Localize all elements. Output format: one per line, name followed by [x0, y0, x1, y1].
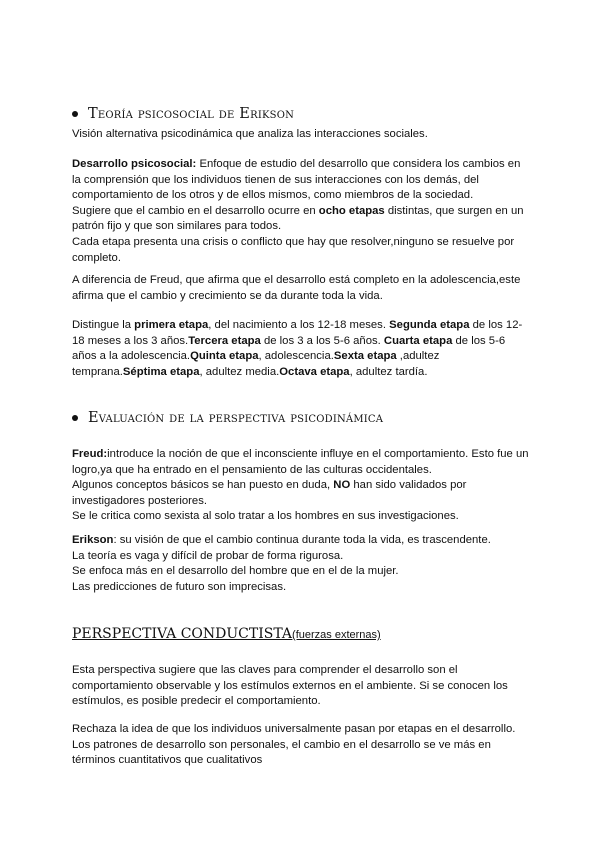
paragraph-freud-eval: Freud:introduce la noción de que el inconsciente influye en el comportamiento. Esto fue un logro,ya que ha entrado en el pensamiento de las culturas occidentales. Algunos conceptos básicos se han puesto en duda, NO han sido validados por investigadores posteriores. Se le critica como sexista al solo tratar a los hombres en sus investigaciones. — [72, 448, 529, 523]
paragraph-intro: Visión alternativa psicodinámica que analiza las interacciones sociales. — [72, 128, 428, 140]
paragraph-conductista-1: Esta perspectiva sugiere que las claves para comprender el desarrollo son el comportamiento observable y los estímulos externos en el ambiente. Si se conocen los estímulos, es posible predecir el comportamiento. — [72, 664, 508, 708]
paragraph-erikson-eval: Erikson: su visión de que el cambio continua durante toda la vida, es trascendente. La teoría es vaga y difícil de probar de forma rigurosa. Se enfoca más en el desarrollo del hombre que en el de la mujer. Las predicciones de futuro son imprecisas. — [72, 534, 491, 593]
paragraph-stages: Distingue la primera etapa, del nacimiento a los 12-18 meses. Segunda etapa de los 12-18 meses a los 3 años.Tercera etapa de los 3 a los 5-6 años. Cuarta etapa de los 5-6 años a la adolescencia.Quinta etapa, adolescencia.Sexta etapa ,adultez temprana.Séptima etapa, adultez media.Octava etapa, adultez tardía. — [72, 319, 523, 378]
heading-conductista: PERSPECTIVA CONDUCTISTA(fuerzas externas) — [72, 626, 381, 642]
paragraph-freud-compare: A diferencia de Freud, que afirma que el desarrollo está completo en la adolescencia,este afirma que el cambio y crecimiento se da durante toda la vida. — [72, 274, 521, 302]
heading-erikson: Teoría psicosocial de Erikson — [88, 106, 294, 122]
bullet-icon — [72, 415, 78, 421]
paragraph-conductista-2: Rechaza la idea de que los individuos universalmente pasan por etapas en el desarrollo. Los patrones de desarrollo son personales, el cambio en el desarrollo se ve más en términos cuantitativos que cualitativos — [72, 723, 516, 767]
bullet-icon — [72, 111, 78, 117]
heading-evaluation: Evaluación de la perspectiva psicodinámica — [88, 410, 383, 426]
paragraph-definition: Desarrollo psicosocial: Enfoque de estudio del desarrollo que considera los cambios en la comprensión que los individuos tienen de sus interacciones con los demás, del comportamiento de los otros y de ellos mismos, como miembros de la sociedad. Sugiere que el cambio en el desarrollo ocurre en ocho etapas distintas, que surgen en un patrón fijo y que son similares para todos. Cada etapa presenta una crisis o conflicto que hay que resolver,ninguno se resuelve por completo. — [72, 158, 524, 264]
